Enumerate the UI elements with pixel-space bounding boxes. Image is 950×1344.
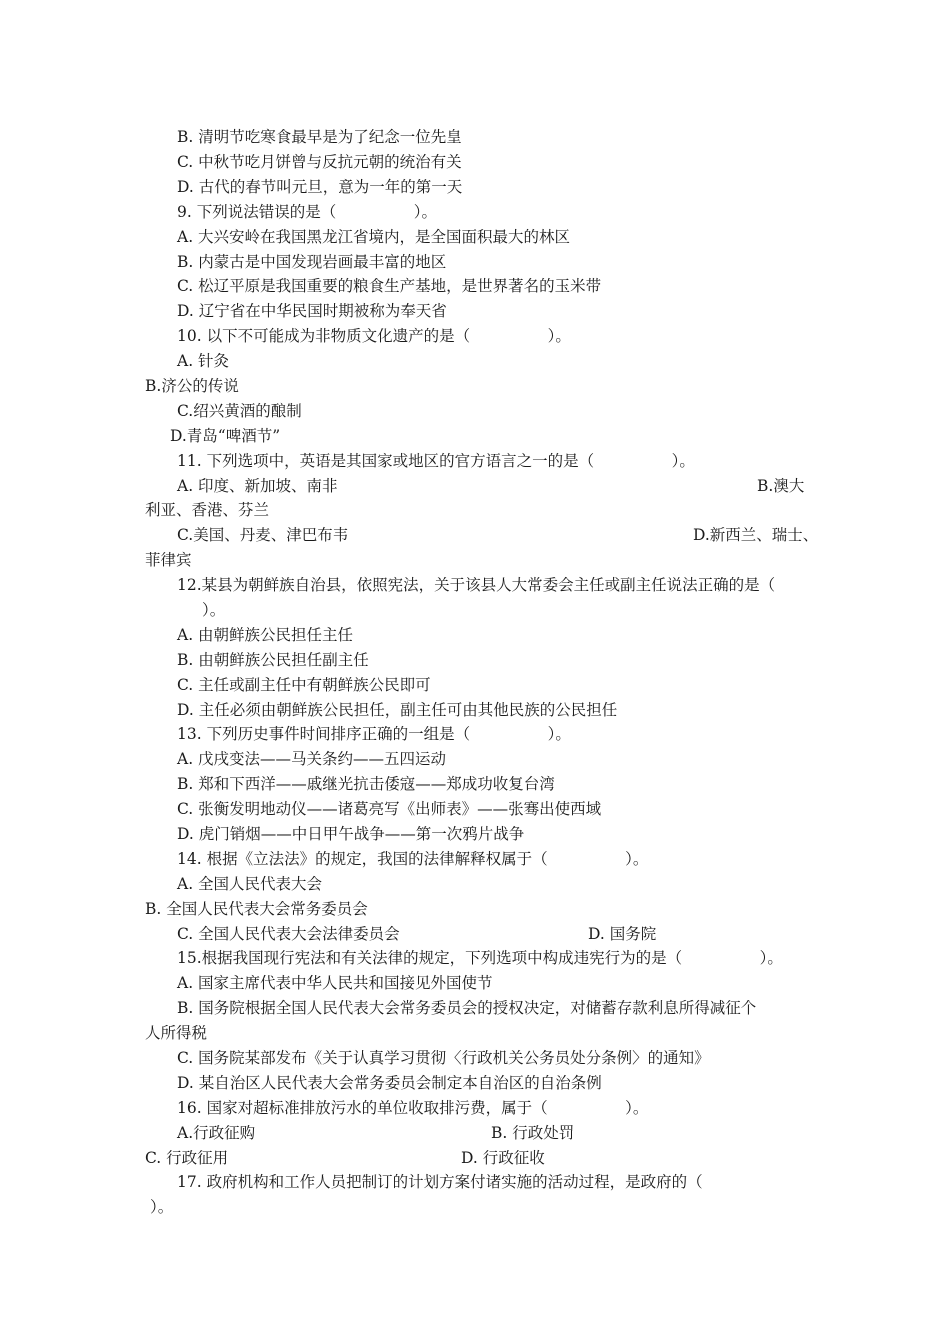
question-12-continued: ）。 (202, 601, 226, 619)
option-11a: A. 印度、新加坡、南非 (177, 477, 338, 495)
option-12c: C. 主任或副主任中有朝鲜族公民即可 (177, 676, 431, 694)
option-15b: B. 国务院根据全国人民代表大会常务委员会的授权决定，对储蓄存款利息所得减征个 (177, 999, 757, 1017)
option-13d: D. 虎门销烟——中日甲午战争——第一次鸦片战争 (177, 825, 525, 843)
option-11b-continued: 利亚、香港、芬兰 (145, 501, 270, 519)
question-13: 13. 下列历史事件时间排序正确的一组是（ ）。 (177, 725, 571, 743)
option-11b: B.澳大 (757, 477, 805, 495)
option-12b: B. 由朝鲜族公民担任副主任 (177, 651, 369, 669)
option-11d: D.新西兰、瑞士、 (693, 526, 819, 544)
option-15c: C. 国务院某部发布《关于认真学习贯彻〈行政机关公务员处分条例〉的通知》 (177, 1049, 710, 1067)
option-9c: C. 松辽平原是我国重要的粮食生产基地，是世界著名的玉米带 (177, 277, 602, 295)
question-17-continued: ）。 (150, 1198, 174, 1216)
option-12a: A. 由朝鲜族公民担任主任 (177, 626, 354, 644)
question-9: 9. 下列说法错误的是（ ）。 (177, 203, 437, 221)
option-14d: D. 国务院 (588, 925, 657, 943)
question-17: 17. 政府机构和工作人员把制订的计划方案付诸实施的活动过程，是政府的（ (177, 1173, 703, 1191)
option-8d: D. 古代的春节叫元旦，意为一年的第一天 (177, 178, 463, 196)
option-9b: B. 内蒙古是中国发现岩画最丰富的地区 (177, 253, 447, 271)
option-16a: A.行政征购 (177, 1124, 256, 1142)
option-13c: C. 张衡发明地动仪——诸葛亮写《出师表》——张骞出使西域 (177, 800, 602, 818)
option-10b: B.济公的传说 (145, 377, 239, 395)
question-14: 14. 根据《立法法》的规定，我国的法律解释权属于（ ）。 (177, 850, 649, 868)
option-11d-continued: 菲律宾 (145, 551, 192, 569)
option-10c: C.绍兴黄酒的酿制 (177, 402, 302, 420)
option-15b-continued: 人所得税 (145, 1024, 208, 1042)
option-9a: A. 大兴安岭在我国黑龙江省境内，是全国面积最大的林区 (177, 228, 571, 246)
question-15: 15.根据我国现行宪法和有关法律的规定，下列选项中构成违宪行为的是（ ）。 (177, 949, 783, 967)
option-8c: C. 中秋节吃月饼曾与反抗元朝的统治有关 (177, 153, 462, 171)
option-14c: C. 全国人民代表大会法律委员会 (177, 925, 400, 943)
option-16d: D. 行政征收 (461, 1149, 545, 1167)
option-13a: A. 戊戌变法——马关条约——五四运动 (177, 750, 447, 768)
question-12: 12.某县为朝鲜族自治县，依照宪法，关于该县人大常委会主任或副主任说法正确的是（ (177, 576, 776, 594)
option-14a: A. 全国人民代表大会 (177, 875, 323, 893)
option-15d: D. 某自治区人民代表大会常务委员会制定本自治区的自治条例 (177, 1074, 602, 1092)
question-11: 11. 下列选项中，英语是其国家或地区的官方语言之一的是（ ）。 (177, 452, 695, 470)
question-10: 10. 以下不可能成为非物质文化遗产的是（ ）。 (177, 327, 571, 345)
option-8b: B. 清明节吃寒食最早是为了纪念一位先皇 (177, 128, 462, 146)
question-16: 16. 国家对超标准排放污水的单位收取排污费，属于（ ）。 (177, 1099, 649, 1117)
option-14b: B. 全国人民代表大会常务委员会 (145, 900, 368, 918)
option-10a: A. 针灸 (177, 352, 230, 370)
option-16b: B. 行政处罚 (491, 1124, 575, 1142)
option-12d: D. 主任必须由朝鲜族公民担任，副主任可由其他民族的公民担任 (177, 701, 618, 719)
option-15a: A. 国家主席代表中华人民共和国接见外国使节 (177, 974, 493, 992)
option-16c: C. 行政征用 (145, 1149, 229, 1167)
option-9d: D. 辽宁省在中华民国时期被称为奉天省 (177, 302, 447, 320)
option-11c: C.美国、丹麦、津巴布韦 (177, 526, 349, 544)
option-10d: D.青岛“啤酒节” (170, 427, 281, 445)
option-13b: B. 郑和下西洋——戚继光抗击倭寇——郑成功收复台湾 (177, 775, 555, 793)
